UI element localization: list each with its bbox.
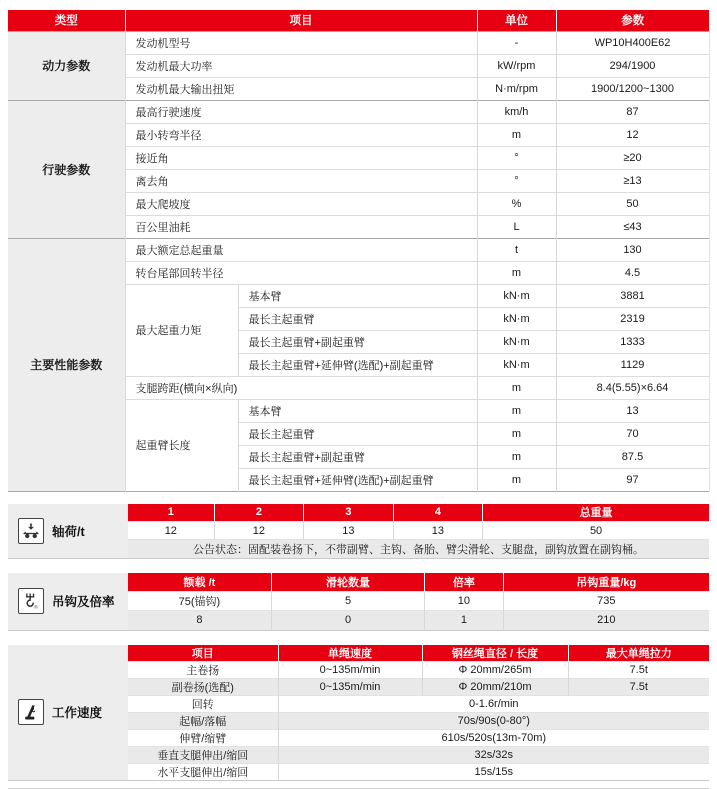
axle-load-label: 轴荷/t <box>52 524 85 539</box>
axle-value: 12 <box>214 522 304 540</box>
spec-unit: m <box>477 468 556 491</box>
spec-item: 百公里油耗 <box>125 215 477 238</box>
hook-cell: 735 <box>503 592 709 611</box>
spec-value: 13 <box>556 399 709 422</box>
spec-item: 最长主起重臂 <box>238 307 477 330</box>
speed-value: Φ 20mm/265m <box>422 661 568 678</box>
spec-value: 4.5 <box>556 261 709 284</box>
spec-item: 最小转弯半径 <box>125 123 477 146</box>
spec-value: 2319 <box>556 307 709 330</box>
spec-item: 基本臂 <box>238 399 477 422</box>
hook-row <box>128 592 709 611</box>
spec-unit: m <box>477 376 556 399</box>
spec-item: 最长主起重臂+副起重臂 <box>238 330 477 353</box>
axle-col-2: 2 <box>214 504 304 522</box>
table-row <box>8 100 709 123</box>
spec-value: ≥20 <box>556 146 709 169</box>
speed-item: 伸臂/缩臂 <box>128 729 278 746</box>
hook-row <box>128 611 709 630</box>
subgroup-max-moment: 最大起重力矩 <box>125 284 238 376</box>
axle-value: 13 <box>304 522 394 540</box>
spec-value: 3881 <box>556 284 709 307</box>
spec-header-row <box>8 10 709 31</box>
hook-cell: 0 <box>271 611 424 630</box>
col-header-item: 项目 <box>125 10 477 31</box>
spec-unit: m <box>477 422 556 445</box>
speed-value: 0-1.6r/min <box>278 695 709 712</box>
hook-section <box>8 573 709 631</box>
spec-item: 发动机型号 <box>125 31 477 54</box>
hook-col-load: 额载 /t <box>128 573 271 592</box>
axle-load-icon <box>18 518 44 544</box>
crane-boom-icon <box>18 699 44 725</box>
work-speed-side-label <box>8 645 128 780</box>
spec-value: WP10H400E62 <box>556 31 709 54</box>
spec-unit: m <box>477 123 556 146</box>
spec-unit: L <box>477 215 556 238</box>
spec-value: 1129 <box>556 353 709 376</box>
spec-value: 70 <box>556 422 709 445</box>
spec-unit: t <box>477 238 556 261</box>
speed-value: 70s/90s(0-80°) <box>278 712 709 729</box>
spec-item: 发动机最大输出扭矩 <box>125 77 477 100</box>
category-driving: 行驶参数 <box>8 100 125 238</box>
hook-col-sheaves: 滑轮数量 <box>271 573 424 592</box>
hook-cell: 8 <box>128 611 271 630</box>
spec-value: 87.5 <box>556 445 709 468</box>
spec-value: 50 <box>556 192 709 215</box>
spec-value: 8.4(5.55)×6.64 <box>556 376 709 399</box>
hook-cell: 210 <box>503 611 709 630</box>
spec-value: 294/1900 <box>556 54 709 77</box>
spec-unit: % <box>477 192 556 215</box>
work-speed-label: 工作速度 <box>52 706 103 720</box>
speed-col-max-pull: 最大单绳拉力 <box>568 645 709 662</box>
hook-header-row <box>128 573 709 592</box>
speed-col-item: 项目 <box>128 645 278 662</box>
axle-values-row <box>128 522 709 540</box>
spec-item: 最长主起重臂+延伸臂(选配)+副起重臂 <box>238 353 477 376</box>
speed-col-rope-speed: 单绳速度 <box>278 645 422 662</box>
speed-item: 垂直支腿伸出/缩回 <box>128 746 278 763</box>
speed-row <box>128 763 709 780</box>
speed-row <box>128 661 709 678</box>
speed-row <box>128 695 709 712</box>
speed-value: 610s/520s(13m-70m) <box>278 729 709 746</box>
spec-unit: km/h <box>477 100 556 123</box>
spec-value: 1900/1200~1300 <box>556 77 709 100</box>
spec-item: 转台尾部回转半径 <box>125 261 477 284</box>
spec-unit: kN·m <box>477 353 556 376</box>
speed-value: 7.5t <box>568 661 709 678</box>
speed-row <box>128 729 709 746</box>
axle-col-1: 1 <box>128 504 214 522</box>
hook-col-weight: 吊钩重量/kg <box>503 573 709 592</box>
speed-item: 回转 <box>128 695 278 712</box>
axle-col-3: 3 <box>304 504 394 522</box>
svg-text:n: n <box>34 604 38 611</box>
hook-col-ratio: 倍率 <box>425 573 503 592</box>
speed-value: 0~135m/min <box>278 661 422 678</box>
spec-value: 130 <box>556 238 709 261</box>
axle-note: 公告状态：固配装卷扬下，不带副臂、主钩、备胎、臂尖滑轮、支腿盘，副钩放置在副钩桶。 <box>128 540 709 558</box>
spec-value: 1333 <box>556 330 709 353</box>
speed-value: 32s/32s <box>278 746 709 763</box>
spec-item: 最大额定总起重量 <box>125 238 477 261</box>
work-speed-section <box>8 645 709 781</box>
axle-note-row <box>128 540 709 558</box>
spec-unit: kW/rpm <box>477 54 556 77</box>
spec-item: 发动机最大功率 <box>125 54 477 77</box>
spec-item: 离去角 <box>125 169 477 192</box>
hook-cell: 5 <box>271 592 424 611</box>
speed-row <box>128 678 709 695</box>
hook-icon <box>18 588 44 614</box>
axle-value: 12 <box>128 522 214 540</box>
speed-item: 水平支腿伸出/缩回 <box>128 763 278 780</box>
speed-header-row <box>128 645 709 662</box>
speed-item: 起幅/落幅 <box>128 712 278 729</box>
speed-value: 0~135m/min <box>278 678 422 695</box>
spec-item: 基本臂 <box>238 284 477 307</box>
axle-load-table <box>128 504 709 558</box>
hook-label: 吊钩及倍率 <box>52 595 115 609</box>
axle-value: 50 <box>483 522 709 540</box>
axle-header-row <box>128 504 709 522</box>
spec-unit: N·m/rpm <box>477 77 556 100</box>
spec-unit: kN·m <box>477 330 556 353</box>
spec-item: 接近角 <box>125 146 477 169</box>
speed-row <box>128 746 709 763</box>
hook-table <box>128 573 709 630</box>
category-power: 动力参数 <box>8 31 125 100</box>
speed-col-rope-spec: 钢丝绳直径 / 长度 <box>422 645 568 662</box>
axle-value: 13 <box>393 522 483 540</box>
speed-item: 主卷扬 <box>128 661 278 678</box>
table-row <box>8 238 709 261</box>
axle-col-total: 总重量 <box>483 504 709 522</box>
hook-cell: 75(锚钩) <box>128 592 271 611</box>
speed-value: 7.5t <box>568 678 709 695</box>
main-spec-table <box>8 10 710 492</box>
spec-unit: ° <box>477 146 556 169</box>
spec-unit: - <box>477 31 556 54</box>
col-header-type: 类型 <box>8 10 125 31</box>
spec-unit: m <box>477 261 556 284</box>
axle-load-section <box>8 504 709 559</box>
spec-value: 87 <box>556 100 709 123</box>
work-speed-table <box>128 645 709 780</box>
axle-col-4: 4 <box>393 504 483 522</box>
speed-row <box>128 712 709 729</box>
table-row <box>8 31 709 54</box>
spec-unit: m <box>477 445 556 468</box>
bottom-divider <box>8 788 709 789</box>
spec-unit: kN·m <box>477 284 556 307</box>
spec-value: 97 <box>556 468 709 491</box>
spec-unit: kN·m <box>477 307 556 330</box>
col-header-unit: 单位 <box>477 10 556 31</box>
spec-unit: ° <box>477 169 556 192</box>
spec-item: 最长主起重臂 <box>238 422 477 445</box>
spec-item: 最长主起重臂+延伸臂(选配)+副起重臂 <box>238 468 477 491</box>
spec-value: ≤43 <box>556 215 709 238</box>
spec-unit: m <box>477 399 556 422</box>
spec-value: ≥13 <box>556 169 709 192</box>
subgroup-boom-length: 起重臂长度 <box>125 399 238 491</box>
spec-item: 支腿跨距(横向×纵向) <box>125 376 477 399</box>
col-header-value: 参数 <box>556 10 709 31</box>
speed-value: Φ 20mm/210m <box>422 678 568 695</box>
category-performance: 主要性能参数 <box>8 238 125 491</box>
axle-load-side-label <box>8 504 128 558</box>
spec-item: 最大爬坡度 <box>125 192 477 215</box>
speed-value: 15s/15s <box>278 763 709 780</box>
hook-side-label <box>8 573 128 630</box>
speed-item: 副卷扬(选配) <box>128 678 278 695</box>
spec-value: 12 <box>556 123 709 146</box>
spec-item: 最长主起重臂+副起重臂 <box>238 445 477 468</box>
hook-cell: 1 <box>425 611 503 630</box>
spec-item: 最高行驶速度 <box>125 100 477 123</box>
hook-cell: 10 <box>425 592 503 611</box>
